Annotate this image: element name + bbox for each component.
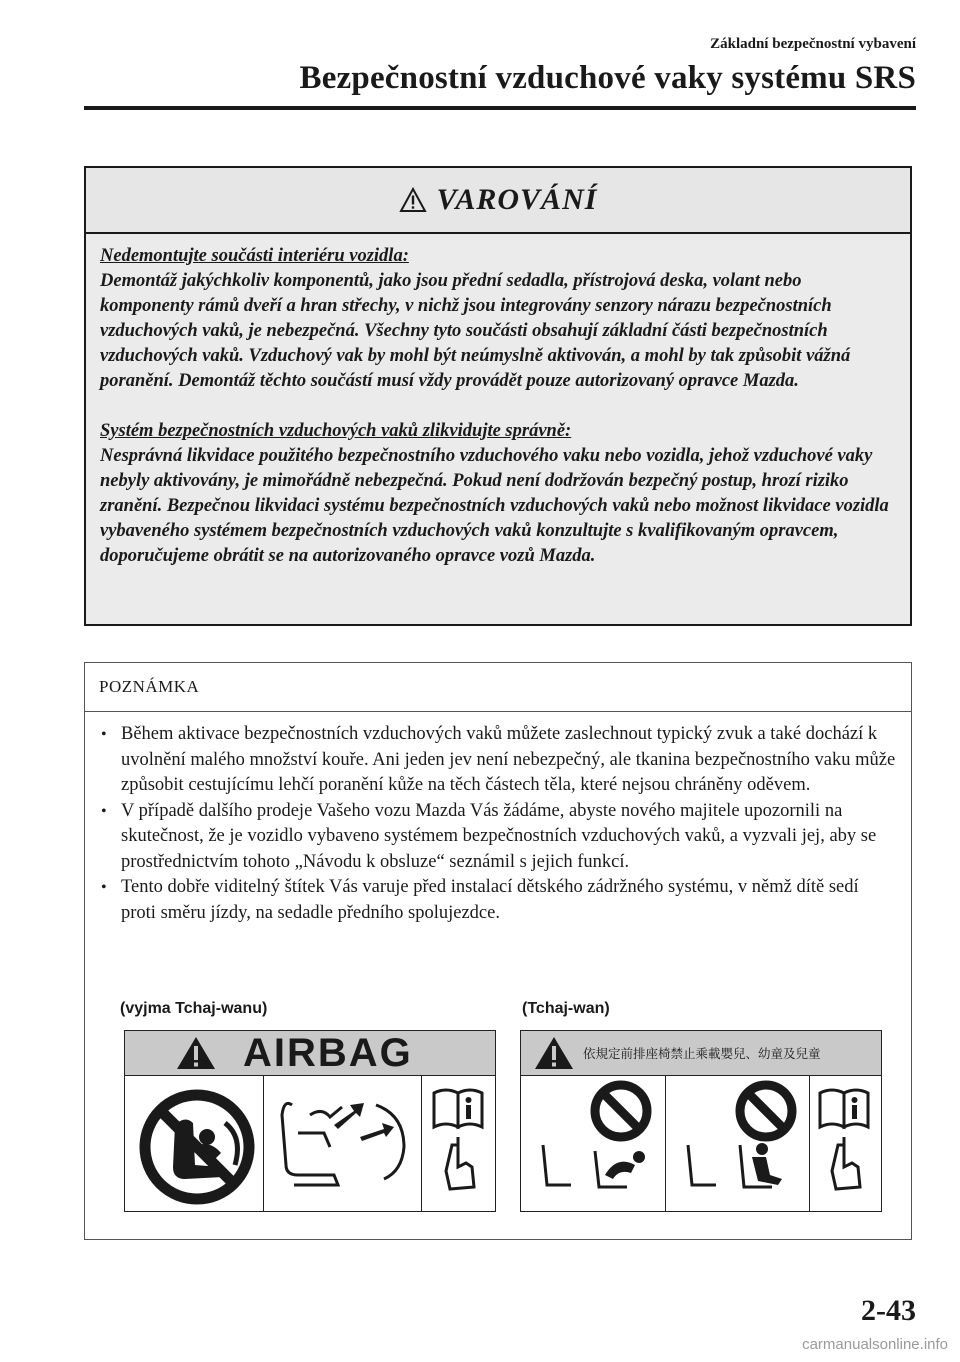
warning-text-1: Demontáž jakýchkoliv komponentů, jako jsou přední sedadla, přístrojová deska, volant nebo komponenty rámů dveří a hran střechy, v nichž jsou integrovány senzory nárazu bezpečnostních vzduchových vaků, je nebezpečná. Všechny tyto součásti obsahují základní části bezpečnostních vzduchových vaků. Vzduchový vak by mohl být neúmyslně aktivován, a mohl by tak způsobit vážná poranění. Demontáž těchto součástí musí vždy provádět pouze autorizovaný opravce Mazda. bbox=[100, 271, 851, 391]
sticker-cell-manual bbox=[809, 1075, 884, 1211]
sticker-cell-manual bbox=[421, 1075, 498, 1211]
label-taiwan: (Tchaj-wan) bbox=[522, 1000, 610, 1017]
warning-heading-2: Systém bezpečnostních vzduchových vaků zlikvidujte správně: bbox=[100, 421, 572, 441]
warning-box bbox=[84, 166, 912, 626]
header-rule bbox=[84, 106, 916, 110]
bullet: • bbox=[101, 802, 107, 820]
no-infant-seat-icon bbox=[521, 1075, 665, 1211]
page-number: 2-43 bbox=[861, 1294, 916, 1327]
label-except-taiwan: (vyjma Tchaj-wanu) bbox=[120, 1000, 268, 1017]
warning-body bbox=[86, 234, 910, 569]
page-title: Bezpečnostní vzduchové vaky systému SRS bbox=[299, 60, 916, 96]
warning-triangle-icon bbox=[399, 187, 427, 213]
warning-header bbox=[86, 168, 910, 234]
taiwan-sticker bbox=[520, 1030, 882, 1212]
header-section: Základní bezpečnostní vybavení bbox=[710, 36, 916, 52]
airbag-word: AIRBAG bbox=[243, 1030, 413, 1075]
read-manual-icon bbox=[422, 1075, 498, 1211]
warning-text-2: Nesprávná likvidace použitého bezpečnostního vzduchového vaku nebo vozidla, jehož vzduchové vaky nebyly aktivovány, je mimořádně nebezpečná. Pokud není dodržován bezpečný postup, hrozí riziko zranění. Bezpečnou likvidaci systému bezpečnostních vzduchových vaků nebo možnost likvidace vozidla vybaveného systémem bezpečnostních vzduchových vaků konzultujte s kvalifikovaným opravcem, doporučujeme obrátit se na autorizovaného opravce vozů Mazda. bbox=[100, 446, 889, 566]
warning-triangle-icon bbox=[533, 1035, 575, 1071]
sticker-cell-prohibition bbox=[125, 1075, 263, 1211]
airbag-deploy-icon bbox=[264, 1075, 422, 1211]
taiwan-warning-text: 依規定前排座椅禁止乘載嬰兒、幼童及兒童 bbox=[583, 1046, 821, 1061]
taiwan-sticker-band bbox=[521, 1031, 881, 1076]
note-item: • V případě dalšího prodeje Vašeho vozu Mazda Vás žádáme, abyste nového majitele upozornili na skutečnost, že je vozidlo vybaveno systémem bezpečnostních vzduchových vaků, a vyzvali jej, aby se prostřednictvím tohoto „Návodu k obsluze“ seznámil s jejich funkcí. bbox=[101, 800, 877, 872]
sticker-cell-airbag-deploy bbox=[263, 1075, 422, 1211]
airbag-sticker bbox=[124, 1030, 496, 1212]
note-title: POZNÁMKA bbox=[85, 663, 911, 712]
bullet: • bbox=[101, 879, 107, 896]
bullet: • bbox=[101, 726, 107, 743]
watermark: carmanualsonline.info bbox=[802, 1336, 948, 1353]
note-list bbox=[85, 712, 911, 926]
note-item: • Tento dobře viditelný štítek Vás varuje před instalací dětského zádržného systému, v němž dítě sedí proti směru jízdy, na sedadle předního spolujezdce. bbox=[101, 877, 859, 923]
warning-heading-1: Nedemontujte součásti interiéru vozidla: bbox=[100, 246, 409, 266]
warning-triangle-icon bbox=[175, 1035, 217, 1071]
sticker-cell-no-infant bbox=[521, 1075, 665, 1211]
read-manual-icon bbox=[810, 1075, 884, 1211]
warning-title: VAROVÁNÍ bbox=[436, 183, 598, 216]
note-item: • Během aktivace bezpečnostních vzduchových vaků můžete zaslechnout typický zvuk a také dochází k uvolnění malého množství kouře. Ani jeden jev není nebezpečný, ale tkanina bezpečnostního vaku může způsobit cestujícímu lehčí poranění kůže na těch částech těla, které nejsou chráněny oděvem. bbox=[101, 724, 896, 795]
airbag-sticker-band bbox=[125, 1031, 495, 1076]
sticker-cell-no-child bbox=[665, 1075, 810, 1211]
no-rear-facing-child-seat-icon bbox=[125, 1075, 263, 1211]
no-child-seat-icon bbox=[666, 1075, 810, 1211]
